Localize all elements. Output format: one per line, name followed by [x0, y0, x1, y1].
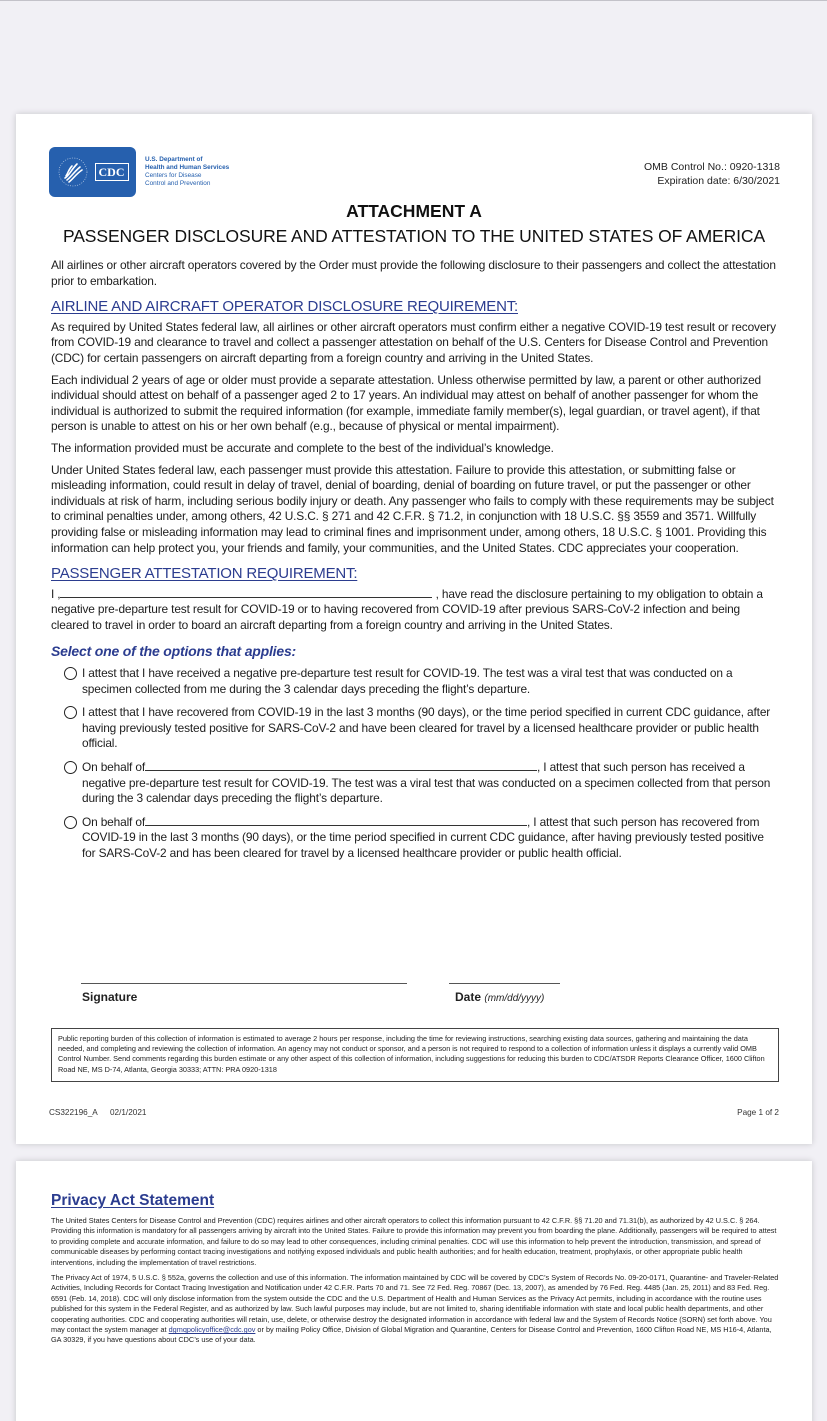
option-prefix: On behalf of	[82, 760, 145, 775]
policy-email-link[interactable]: dgmqpolicyoffice@cdc.gov	[168, 1325, 256, 1335]
form-id: CS322196_A	[49, 1108, 98, 1117]
privacy-statement	[51, 1216, 779, 1351]
hhs-eagle-icon	[57, 156, 89, 188]
privacy-paragraph	[51, 1273, 779, 1346]
hhs-line-1: U.S. Department of	[145, 155, 203, 163]
form-date: 02/1/2021	[110, 1108, 147, 1117]
hhs-text	[145, 156, 229, 189]
attestation-heading: PASSENGER ATTESTATION REQUIREMENT:	[51, 565, 358, 583]
omb-control-number: OMB Control No.: 0920-1318	[644, 161, 780, 173]
disclosure-paragraph: Under United States federal law, each passenger must provide this attestation. Failure to provide this attestation, or submitting false or misleading information, could result in delay of travel, denial of boarding, denial of boarding on future travel, or put the passenger or other individuals at risk of harm, including serious bodily injury or death. Any passenger who fails to comply with these requirements may be subject to criminal penalties under, among others, 42 U.S.C. § 271 and 42 C.F.R. § 71.2, in conjunction with 18 U.S.C. §§ 3559 and 3571. Willfully providing false or misleading information may lead to criminal fines and imprisonment under, among others, 18 U.S.C. § 1001. Providing this information can help protect you, your friends and family, your communities, and the United States. CDC appreciates your cooperation.	[51, 462, 774, 555]
cdc-line-2: Control and Prevention	[145, 180, 211, 188]
expiration-date: Expiration date: 6/30/2021	[657, 175, 780, 187]
passenger-name-field[interactable]	[60, 587, 432, 598]
document-page-2	[16, 1161, 812, 1421]
option-text: , I attest that such person has received a negative pre-departure test result for COVID-19. The test was a viral test that was conducted on a specimen collected from that person during the 3 calendar days preceding the flight’s departure.	[82, 760, 771, 806]
option-body	[82, 760, 779, 807]
page-title: ATTACHMENT A	[346, 201, 482, 221]
omb-info	[644, 160, 780, 188]
option-behalf-recovered[interactable]	[64, 815, 779, 862]
date-label-text: Date	[455, 990, 482, 1004]
cdc-wordmark: CDC	[95, 163, 129, 181]
radio-button[interactable]	[64, 816, 77, 829]
option-text: I attest that I have received a negative pre-departure test result for COVID-19. The test was a viral test that was conducted on a specimen collected from me during the 3 calendar days preceding the flight’s departure.	[82, 666, 733, 696]
privacy-heading: Privacy Act Statement	[51, 1192, 215, 1209]
form-body	[51, 258, 779, 870]
privacy-text: or by mailing Policy Office, Division of Global Migration and Quarantine, Centers for Disease Control and Prevention, 1600 Clifton Road NE, MS H16-4, Atlanta, GA 30329, if you have questions about CDC’s use of your data.	[51, 1325, 772, 1345]
intro-text: All airlines or other aircraft operators covered by the Order must provide the following disclosure to their passengers and collect the attestation prior to embarkation.	[51, 258, 776, 288]
radio-button[interactable]	[64, 667, 77, 680]
cdc-logo	[49, 147, 229, 197]
privacy-paragraph: The United States Centers for Disease Control and Prevention (CDC) requires airlines and other aircraft operators to collect this information pursuant to 42 C.F.R. §§ 71.20 and 71.31(b), as authorized by 42 U.S.C. § 264. Providing this information is mandatory for all passengers arriving by aircraft into the United States. Failure to provide this information may prevent you from boarding the plane. Additionally, passengers will be required to attest to providing complete and accurate information, and failure to do so may lead to other consequences, including criminal penalties. CDC will use this information to help prevent the introduction, transmission, and spread of communicable diseases by performing contact tracing investigations and notifying exposed individuals and public health authorities; and for health education, treatment, prophylaxis, or other appropriate public health interventions, including the implementation of travel restrictions.	[51, 1216, 777, 1267]
disclosure-paragraph: The information provided must be accurate and complete to the best of the individual’s knowledge.	[51, 440, 554, 455]
option-text: I attest that I have recovered from COVID-19 in the last 3 months (90 days), or the time period specified in current CDC guidance, after having previously tested positive for SARS-CoV-2 and have been cleared for travel by a licensed healthcare provider or public health official.	[82, 705, 771, 751]
signature-label: Signature	[82, 990, 138, 1004]
document-page-1	[16, 114, 812, 1144]
disclosure-paragraph: Each individual 2 years of age or older must provide a separate attestation. Unless otherwise permitted by law, a parent or other authorized individual should attest on behalf of a passenger aged 2 to 17 years. An individual may attest on behalf of another passenger for whom the individual is authorized to submit the required information (for example, immediate family member(s), legal guardian, or travel agent), if that person is unable to attest on his or her own behalf (e.g., because of physical or mental impairment).	[51, 372, 762, 434]
disclosure-paragraph: As required by United States federal law, all airlines or other aircraft operators must confirm either a negative COVID-19 test result or recovery from COVID-19 and clearance to travel and collect a passenger attestation on behalf of the U.S. Centers for Disease Control and Prevention (CDC) for certain passengers on aircraft departing from a foreign country and arriving in the United States.	[51, 319, 776, 365]
option-text: , I attest that such person has recovered from COVID-19 in the last 3 months (90 days), or the time period specified in current CDC guidance, after having previously tested positive for SARS-CoV-2 and has been cleared for travel by a licensed healthcare provider or public health official.	[82, 814, 764, 860]
option-body	[82, 815, 779, 862]
option-self-negative-test[interactable]	[64, 666, 779, 697]
option-self-recovered[interactable]	[64, 705, 779, 752]
signature-field[interactable]	[81, 983, 407, 984]
burden-statement: Public reporting burden of this collection of information is estimated to average 2 hours per response, including the time for reviewing instructions, searching existing data sources, gathering and maintaining the data needed, and completing and reviewing the collection of information. An agency may not conduct or sponsor, and a person is not required to respond to a collection of information unless it displays a currently valid OMB Control Number. Send comments regarding this burden estimate or any other aspect of this collection of information, including suggestions for reducing this burden to CDC/ATSDR Reports Clearance Officer, 1600 Clifton Road NE, MS D-74, Atlanta, Georgia 30333; ATTN: PRA 0920-1318	[51, 1028, 779, 1082]
radio-button[interactable]	[64, 761, 77, 774]
hhs-line-2: Health and Human Services	[145, 163, 230, 171]
date-label	[455, 990, 544, 1004]
form-footer	[49, 1108, 156, 1117]
page-subtitle: PASSENGER DISCLOSURE AND ATTESTATION TO THE UNITED STATES OF AMERICA	[62, 226, 766, 246]
date-format-hint: (mm/dd/yyyy)	[484, 993, 545, 1004]
name-prefix: I ,	[51, 586, 61, 601]
cdc-line-1: Centers for Disease	[145, 172, 202, 179]
logo-badge	[49, 147, 136, 197]
option-behalf-negative-test[interactable]	[64, 760, 779, 807]
page-number: Page 1 of 2	[737, 1108, 779, 1117]
option-prefix: On behalf of	[82, 814, 145, 829]
disclosure-heading: AIRLINE AND AIRCRAFT OPERATOR DISCLOSURE REQUIREMENT:	[51, 298, 518, 316]
select-option-heading: Select one of the options that applies:	[51, 643, 296, 660]
attestation-statement	[51, 587, 779, 634]
privacy-text: The Privacy Act of 1974, 5 U.S.C. § 552a, governs the collection and use of this information. The information maintained by CDC will be covered by CDC’s System of Records No. 09-20-0171, Quarantine- and Traveler-Related Activities, Including Records for Contact Tracing Investigation and Notification under 42 C.F.R. Parts 70 and 71. See 72 Fed. Reg. 70867 (Dec. 13, 2007), as amended by 76 Fed. Reg. 4485 (Jan. 25, 2011) and 83 Fed. Reg. 6591 (Feb. 14, 2018). CDC will only disclose information from the system outside the CDC and the U.S. Department of Health and Human Services as the Privacy Act permits, including in accordance with the routine uses published for this system in the Federal Register, and as authorized by law. Such lawful purposes may include, but are not limited to, sharing identifiable information with state and local public health departments, and other cooperating authorities. CDC and cooperating authorities will retain, use, delete, or otherwise destroy the designated information in accordance with federal law and the System of Records Notice (SORN) set forth above. You may contact the system manager at	[51, 1273, 779, 1335]
radio-button[interactable]	[64, 706, 77, 719]
signature-row	[81, 983, 779, 1013]
date-field[interactable]	[449, 983, 560, 984]
behalf-name-field[interactable]	[145, 815, 527, 826]
behalf-name-field[interactable]	[145, 760, 537, 771]
attestation-text: , have read the disclosure pertaining to my obligation to obtain a negative pre-departure test result for COVID-19 or to having recovered from COVID-19 after previous SARS-CoV-2 infection and being cleared to travel in order to board an aircraft departing from a foreign country and arriving in the United States.	[51, 586, 763, 632]
